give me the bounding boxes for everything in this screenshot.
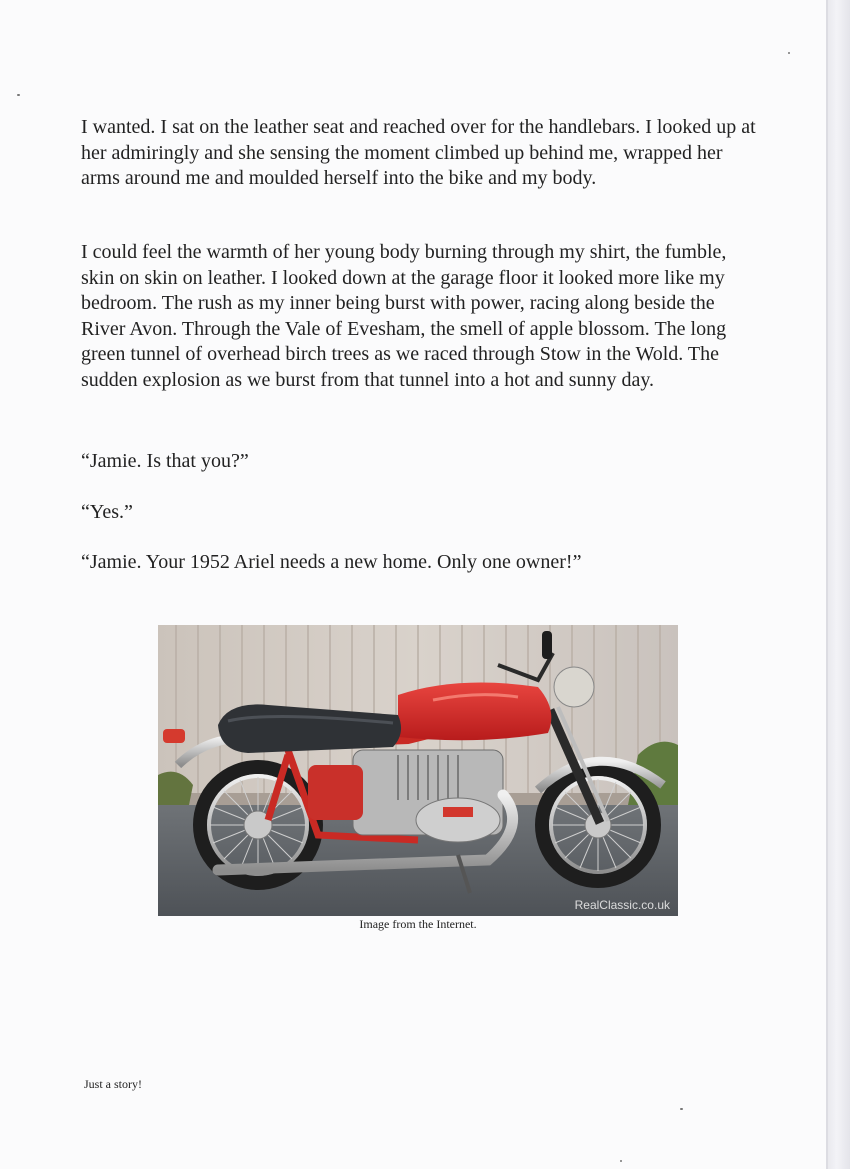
scan-speck bbox=[788, 52, 790, 54]
story-paragraph: I wanted. I sat on the leather seat and reached over for the handlebars. I looked up at her admiringly and she sensing the moment climbed up behind me, wrapped her arms around me and moulded herself into the bike and my body. bbox=[81, 116, 756, 189]
motorcycle-photo bbox=[158, 625, 678, 916]
image-caption: Image from the Internet. bbox=[359, 917, 477, 931]
scan-speck bbox=[620, 1160, 622, 1162]
dialogue-line: “Yes.” bbox=[81, 501, 133, 523]
scan-speck bbox=[680, 1108, 683, 1110]
dialogue-line: “Jamie. Is that you?” bbox=[81, 450, 249, 472]
scan-speck bbox=[17, 94, 20, 96]
watermark-text: RealClassic.co.uk bbox=[574, 898, 670, 912]
scan-margin bbox=[828, 0, 850, 1169]
dialogue-line: “Jamie. Your 1952 Ariel needs a new home. Only one owner!” bbox=[81, 551, 582, 573]
footer-note: Just a story! bbox=[84, 1077, 142, 1091]
story-paragraph: I could feel the warmth of her young body burning through my shirt, the fumble, skin on skin on leather. I looked down at the garage floor it looked more like my bedroom. The rush as my inner being burst with power, racing along beside the River Avon. Through the Vale of Evesham, the smell of apple blossom. The long green tunnel of overhead birch trees as we raced through Stow in the Wold. The sudden explosion as we burst from that tunnel into a hot and sunny day. bbox=[81, 241, 727, 391]
